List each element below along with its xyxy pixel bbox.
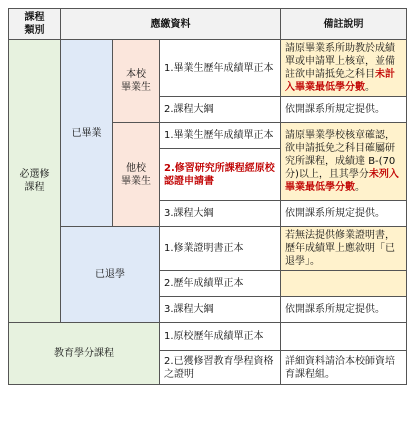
same-school-graduate-label: 本校 畢業生 <box>113 40 160 123</box>
dropped-note-transcript-empty <box>281 271 407 297</box>
other-school-doc-syllabus: 3.課程大綱 <box>160 201 281 227</box>
graduated-label: 已畢業 <box>61 40 113 227</box>
dropped-note-certificate: 若無法提供修業證明書，歷年成績單上應敘明「已退學」。 <box>281 227 407 271</box>
dropped-note-syllabus: 依開課系所規定提供。 <box>281 297 407 323</box>
other-school-note-transcript: 請原畢業學校核章確認，欲申請抵免之科目確屬研究所課程，成績達 B-(70分)以上，且其學分未列入畢業最低學分數。 <box>281 123 407 201</box>
dropped-out-label: 已退學 <box>61 227 160 323</box>
header-course-type: 課程 類別 <box>9 9 61 40</box>
header-required-docs: 應繳資料 <box>61 9 281 40</box>
credit-transfer-table <box>8 8 407 385</box>
education-credit-course-label: 教育學分課程 <box>9 323 160 385</box>
compulsory-elective-label: 必選修 課程 <box>9 40 61 323</box>
other-school-graduate-label: 他校 畢業生 <box>113 123 160 227</box>
header-remarks: 備註說明 <box>281 9 407 40</box>
other-school-note-syllabus: 依開課系所規定提供。 <box>281 201 407 227</box>
dropped-doc-certificate: 1.修業證明書正本 <box>160 227 281 271</box>
same-school-note-syllabus: 依開課系所規定提供。 <box>281 97 407 123</box>
same-school-doc-syllabus: 2.課程大綱 <box>160 97 281 123</box>
dropped-doc-syllabus: 3.課程大綱 <box>160 297 281 323</box>
edu-doc-qualification: 2.已獲修習教育學程資格之證明 <box>160 351 281 385</box>
edu-note-qualification: 詳細資料請洽本校師資培育課程組。 <box>281 351 407 385</box>
edu-doc-transcript: 1.原校歷年成績單正本 <box>160 323 281 351</box>
same-school-doc-transcript: 1.畢業生歷年成績單正本 <box>160 40 281 97</box>
other-school-doc-transcript: 1.畢業生歷年成績單正本 <box>160 123 281 149</box>
edu-note-transcript-empty <box>281 323 407 351</box>
dropped-doc-transcript: 2.歷年成績單正本 <box>160 271 281 297</box>
other-school-doc-certification: 2.修習研究所課程經原校認證申請書 <box>160 149 281 201</box>
same-school-note-transcript: 請原畢業系所助教於成績單或申請單上核章，並備註欲申請抵免之科目未計入畢業最低學分數。 <box>281 40 407 97</box>
